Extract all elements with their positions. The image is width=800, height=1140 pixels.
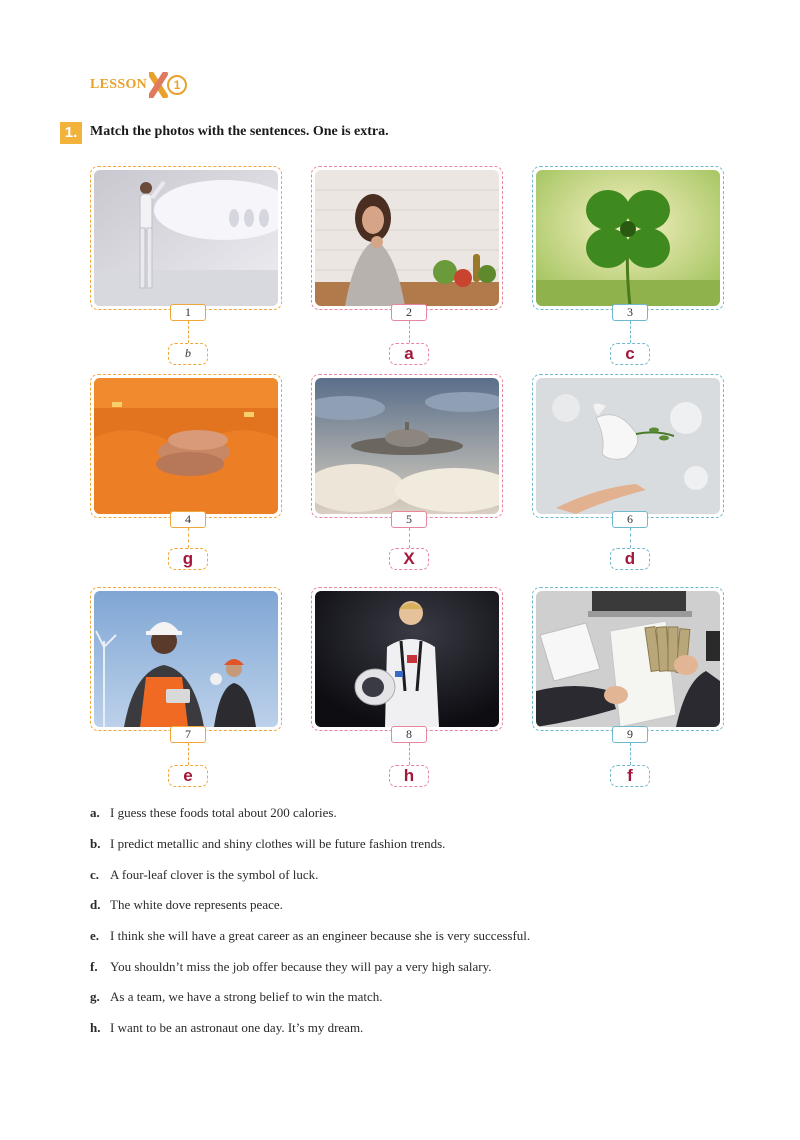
answer-box-5[interactable]: X bbox=[389, 548, 429, 570]
sentence-g bbox=[90, 989, 383, 1005]
photo-card-1 bbox=[90, 166, 282, 310]
photo-astronaut-boy bbox=[315, 591, 499, 727]
sentence-a bbox=[90, 805, 337, 821]
exercise-instruction: Match the photos with the sentences. One is extra. bbox=[90, 124, 389, 139]
answer-box-7[interactable]: e bbox=[168, 765, 208, 787]
lesson-number: 1 bbox=[173, 78, 181, 92]
photo-ufo bbox=[315, 378, 499, 514]
photo-number-7: 7 bbox=[170, 726, 206, 743]
sentence-text: I want to be an astronaut one day. It’s my dream. bbox=[110, 1020, 364, 1035]
answer-box-9[interactable]: f bbox=[610, 765, 650, 787]
connector bbox=[188, 528, 189, 548]
sentence-text: I guess these foods total about 200 calories. bbox=[110, 805, 337, 820]
answer-box-6[interactable]: d bbox=[610, 548, 650, 570]
photo-money bbox=[536, 591, 720, 727]
sentence-letter: c. bbox=[90, 867, 100, 882]
answer-box-3[interactable]: c bbox=[610, 343, 650, 365]
sentence-e bbox=[90, 928, 530, 944]
sentence-text: I think she will have a great career as an engineer because she is very successful. bbox=[110, 928, 531, 943]
photo-card-9 bbox=[532, 587, 724, 731]
answer-box-8[interactable]: h bbox=[389, 765, 429, 787]
sentence-c bbox=[90, 867, 318, 883]
sentence-text: I predict metallic and shiny clothes will be future fashion trends. bbox=[110, 836, 446, 851]
sentence-text: As a team, we have a strong belief to win the match. bbox=[110, 989, 383, 1004]
photo-card-3 bbox=[532, 166, 724, 310]
photo-card-7 bbox=[90, 587, 282, 731]
photo-number-6: 6 bbox=[612, 511, 648, 528]
connector bbox=[188, 743, 189, 765]
sentence-f bbox=[90, 959, 492, 975]
lesson-badge bbox=[149, 72, 187, 98]
answer-box-4[interactable]: g bbox=[168, 548, 208, 570]
photo-card-2 bbox=[311, 166, 503, 310]
photo-engineer bbox=[94, 591, 278, 727]
photo-card-5 bbox=[311, 374, 503, 518]
sentence-letter: b. bbox=[90, 836, 101, 851]
connector bbox=[630, 743, 631, 765]
photo-number-8: 8 bbox=[391, 726, 427, 743]
sentence-text: A four-leaf clover is the symbol of luck. bbox=[110, 867, 319, 882]
photo-card-6 bbox=[532, 374, 724, 518]
answer-box-2[interactable]: a bbox=[389, 343, 429, 365]
exercise-number: 1. bbox=[60, 122, 82, 144]
photo-number-9: 9 bbox=[612, 726, 648, 743]
sentence-letter: h. bbox=[90, 1020, 101, 1035]
connector bbox=[630, 321, 631, 343]
photo-card-4 bbox=[90, 374, 282, 518]
connector bbox=[630, 528, 631, 548]
connector bbox=[188, 321, 189, 343]
photo-number-1: 1 bbox=[170, 304, 206, 321]
sentence-letter: a. bbox=[90, 805, 100, 820]
sentence-letter: d. bbox=[90, 897, 101, 912]
sentence-b bbox=[90, 836, 445, 852]
photo-team-hands bbox=[94, 378, 278, 514]
sentence-text: You shouldn’t miss the job offer because they will pay a very high salary. bbox=[110, 959, 492, 974]
photo-dove bbox=[536, 378, 720, 514]
sentence-letter: e. bbox=[90, 928, 100, 943]
answer-box-1[interactable]: b bbox=[168, 343, 208, 365]
connector bbox=[409, 743, 410, 765]
photo-number-2: 2 bbox=[391, 304, 427, 321]
photo-card-8 bbox=[311, 587, 503, 731]
sentence-d bbox=[90, 897, 283, 913]
photo-number-4: 4 bbox=[170, 511, 206, 528]
sentence-letter: g. bbox=[90, 989, 100, 1004]
photo-number-5: 5 bbox=[391, 511, 427, 528]
sentence-text: The white dove represents peace. bbox=[110, 897, 283, 912]
sentence-letter: f. bbox=[90, 959, 98, 974]
photo-number-3: 3 bbox=[612, 304, 648, 321]
photo-clover bbox=[536, 170, 720, 306]
lesson-header bbox=[90, 72, 187, 98]
connector bbox=[409, 321, 410, 343]
photo-thinking-woman bbox=[315, 170, 499, 306]
connector bbox=[409, 528, 410, 548]
photo-fashion-woman bbox=[94, 170, 278, 306]
lesson-label: LESSON bbox=[90, 77, 148, 92]
sentence-h bbox=[90, 1020, 363, 1036]
